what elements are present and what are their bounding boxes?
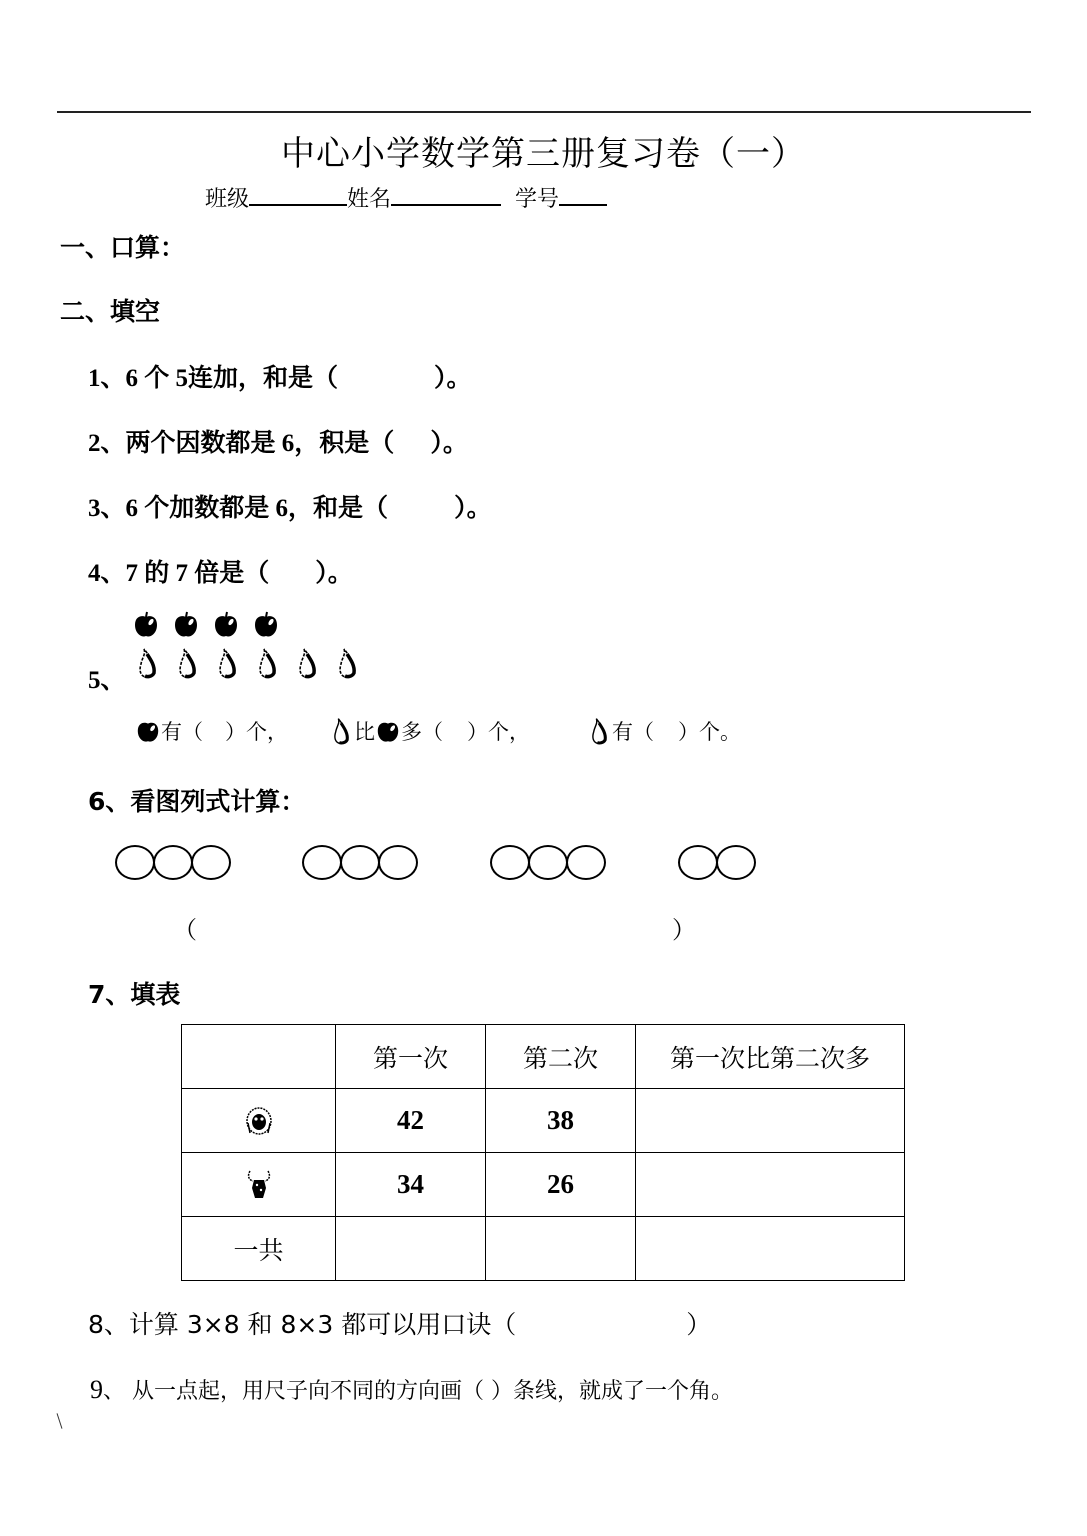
section-oral-calc: 一、口算： <box>60 233 186 262</box>
circle-group <box>490 845 604 880</box>
q1-text-b: 5 <box>175 365 189 392</box>
circle-shape <box>678 845 718 880</box>
pear-icon <box>586 716 612 746</box>
q2-num: 2、 <box>88 430 126 457</box>
question-8 <box>88 1305 711 1341</box>
pear-icon <box>214 646 240 680</box>
table-cell-second: 26 <box>486 1153 636 1217</box>
question-9 <box>90 1374 733 1405</box>
apple-row <box>132 611 280 639</box>
table-header-second: 第二次 <box>486 1025 636 1089</box>
table-row <box>182 1089 905 1153</box>
q6-open-paren: （ <box>173 916 197 944</box>
q5-difference-close: ）个， <box>467 720 530 744</box>
pear-icon <box>328 716 354 746</box>
question-4 <box>88 553 353 589</box>
pear-icon <box>294 646 320 680</box>
q4-close: ）。 <box>315 558 353 587</box>
q9-text: 、 从一点起，用尺子向不同的方向画（ ）条线，就成了一个角。 <box>103 1379 733 1404</box>
fill-table <box>181 1024 905 1281</box>
table-row-label <box>182 1089 336 1153</box>
question-1 <box>88 358 472 394</box>
section-fill-blank: 二、填空 <box>60 297 161 326</box>
q9-num: 9 <box>90 1375 103 1404</box>
pear-row <box>134 646 360 680</box>
pear-icon <box>254 646 280 680</box>
table-row-label <box>182 1153 336 1217</box>
table-cell-difference[interactable] <box>636 1089 905 1153</box>
q5-num: 5、 <box>88 667 126 694</box>
q4-text-c: 倍是（ <box>194 558 270 587</box>
circle-shape <box>378 845 418 880</box>
table-cell-first: 42 <box>336 1089 486 1153</box>
q3-close: ）。 <box>454 493 492 522</box>
stray-mark <box>57 1413 63 1429</box>
apple-icon <box>132 611 160 639</box>
id-field[interactable] <box>559 184 607 206</box>
name-field[interactable] <box>391 184 501 206</box>
monkey-icon <box>244 1105 274 1137</box>
q1-text-c: 连加，和是（ <box>188 363 339 392</box>
table-row <box>182 1217 905 1281</box>
q7-label: 7、填表 <box>88 980 181 1009</box>
question-6 <box>88 782 305 818</box>
q1-text-a: 个 <box>144 363 170 392</box>
circle-shape <box>191 845 231 880</box>
circle-shape <box>153 845 193 880</box>
table-cell-total-difference[interactable] <box>636 1217 905 1281</box>
table-cell-total-first[interactable] <box>336 1217 486 1281</box>
q1-num: 1、6 <box>88 365 139 392</box>
question-7 <box>88 975 180 1011</box>
question-2 <box>88 423 468 459</box>
q3-text-c: 和是（ <box>313 493 389 522</box>
table-row <box>182 1153 905 1217</box>
pear-icon <box>174 646 200 680</box>
q5-more-text: 多（ <box>401 720 443 744</box>
circle-group <box>302 845 416 880</box>
q8-label: 8、计算 3×8 和 8×3 都可以用口诀（ <box>88 1310 517 1339</box>
q5-pear-count-close: ）个。 <box>678 720 741 744</box>
circle-shape <box>566 845 606 880</box>
pear-icon <box>134 646 160 680</box>
name-label: 姓名 <box>347 187 392 212</box>
circle-group <box>115 845 229 880</box>
circle-shape <box>115 845 155 880</box>
table-cell-first: 34 <box>336 1153 486 1217</box>
q4-num: 4、7 <box>88 560 139 587</box>
q5-answer-line <box>135 716 741 746</box>
question-3 <box>88 488 492 524</box>
apple-icon <box>252 611 280 639</box>
q2-text-a: 两个因数都是 <box>125 428 276 457</box>
student-info <box>205 182 607 213</box>
table-cell-difference[interactable] <box>636 1153 905 1217</box>
q5-compare-text: 比 <box>354 720 375 744</box>
circle-shape <box>490 845 530 880</box>
pear-icon <box>334 646 360 680</box>
q3-text-a: 个加数都是 <box>144 493 270 522</box>
q5-apple-count-close: ）个， <box>225 720 288 744</box>
q8-close: ） <box>686 1310 712 1339</box>
q3-text-b: 6， <box>275 495 314 522</box>
table-header-row <box>182 1025 905 1089</box>
page-title: 中心小学数学第三册复习卷（一） <box>281 134 806 174</box>
q6-answer-blank[interactable] <box>190 908 670 942</box>
table-header-first: 第一次 <box>336 1025 486 1089</box>
q6-label: 6、看图列式计算： <box>88 787 306 816</box>
circle-shape <box>716 845 756 880</box>
q5-apple-count-text: 有（ <box>161 720 203 744</box>
deer-icon <box>244 1168 274 1202</box>
table-header-empty <box>182 1025 336 1089</box>
q1-close: ）。 <box>434 363 472 392</box>
circle-shape <box>340 845 380 880</box>
q3-num: 3、6 <box>88 495 139 522</box>
circle-shape <box>302 845 342 880</box>
apple-icon <box>375 716 401 746</box>
circle-group <box>678 845 754 880</box>
q5-pear-count-text: 有（ <box>612 720 654 744</box>
class-label: 班级 <box>205 187 250 212</box>
q2-text-b: 6， <box>281 430 320 457</box>
circle-shape <box>528 845 568 880</box>
apple-icon <box>135 716 161 746</box>
table-row-label: 一共 <box>182 1217 336 1281</box>
header-rule <box>57 111 1031 113</box>
table-header-difference: 第一次比第二次多 <box>636 1025 905 1089</box>
q4-text-b: 7 <box>175 560 189 587</box>
q2-close: ）。 <box>430 428 468 457</box>
table-cell-total-second[interactable] <box>486 1217 636 1281</box>
table-cell-second: 38 <box>486 1089 636 1153</box>
class-field[interactable] <box>249 184 347 206</box>
q2-text-c: 积是（ <box>319 428 395 457</box>
apple-icon <box>172 611 200 639</box>
q4-text-a: 的 <box>144 558 170 587</box>
q6-close-paren: ） <box>672 916 696 944</box>
apple-icon <box>212 611 240 639</box>
id-label: 学号 <box>515 187 560 212</box>
